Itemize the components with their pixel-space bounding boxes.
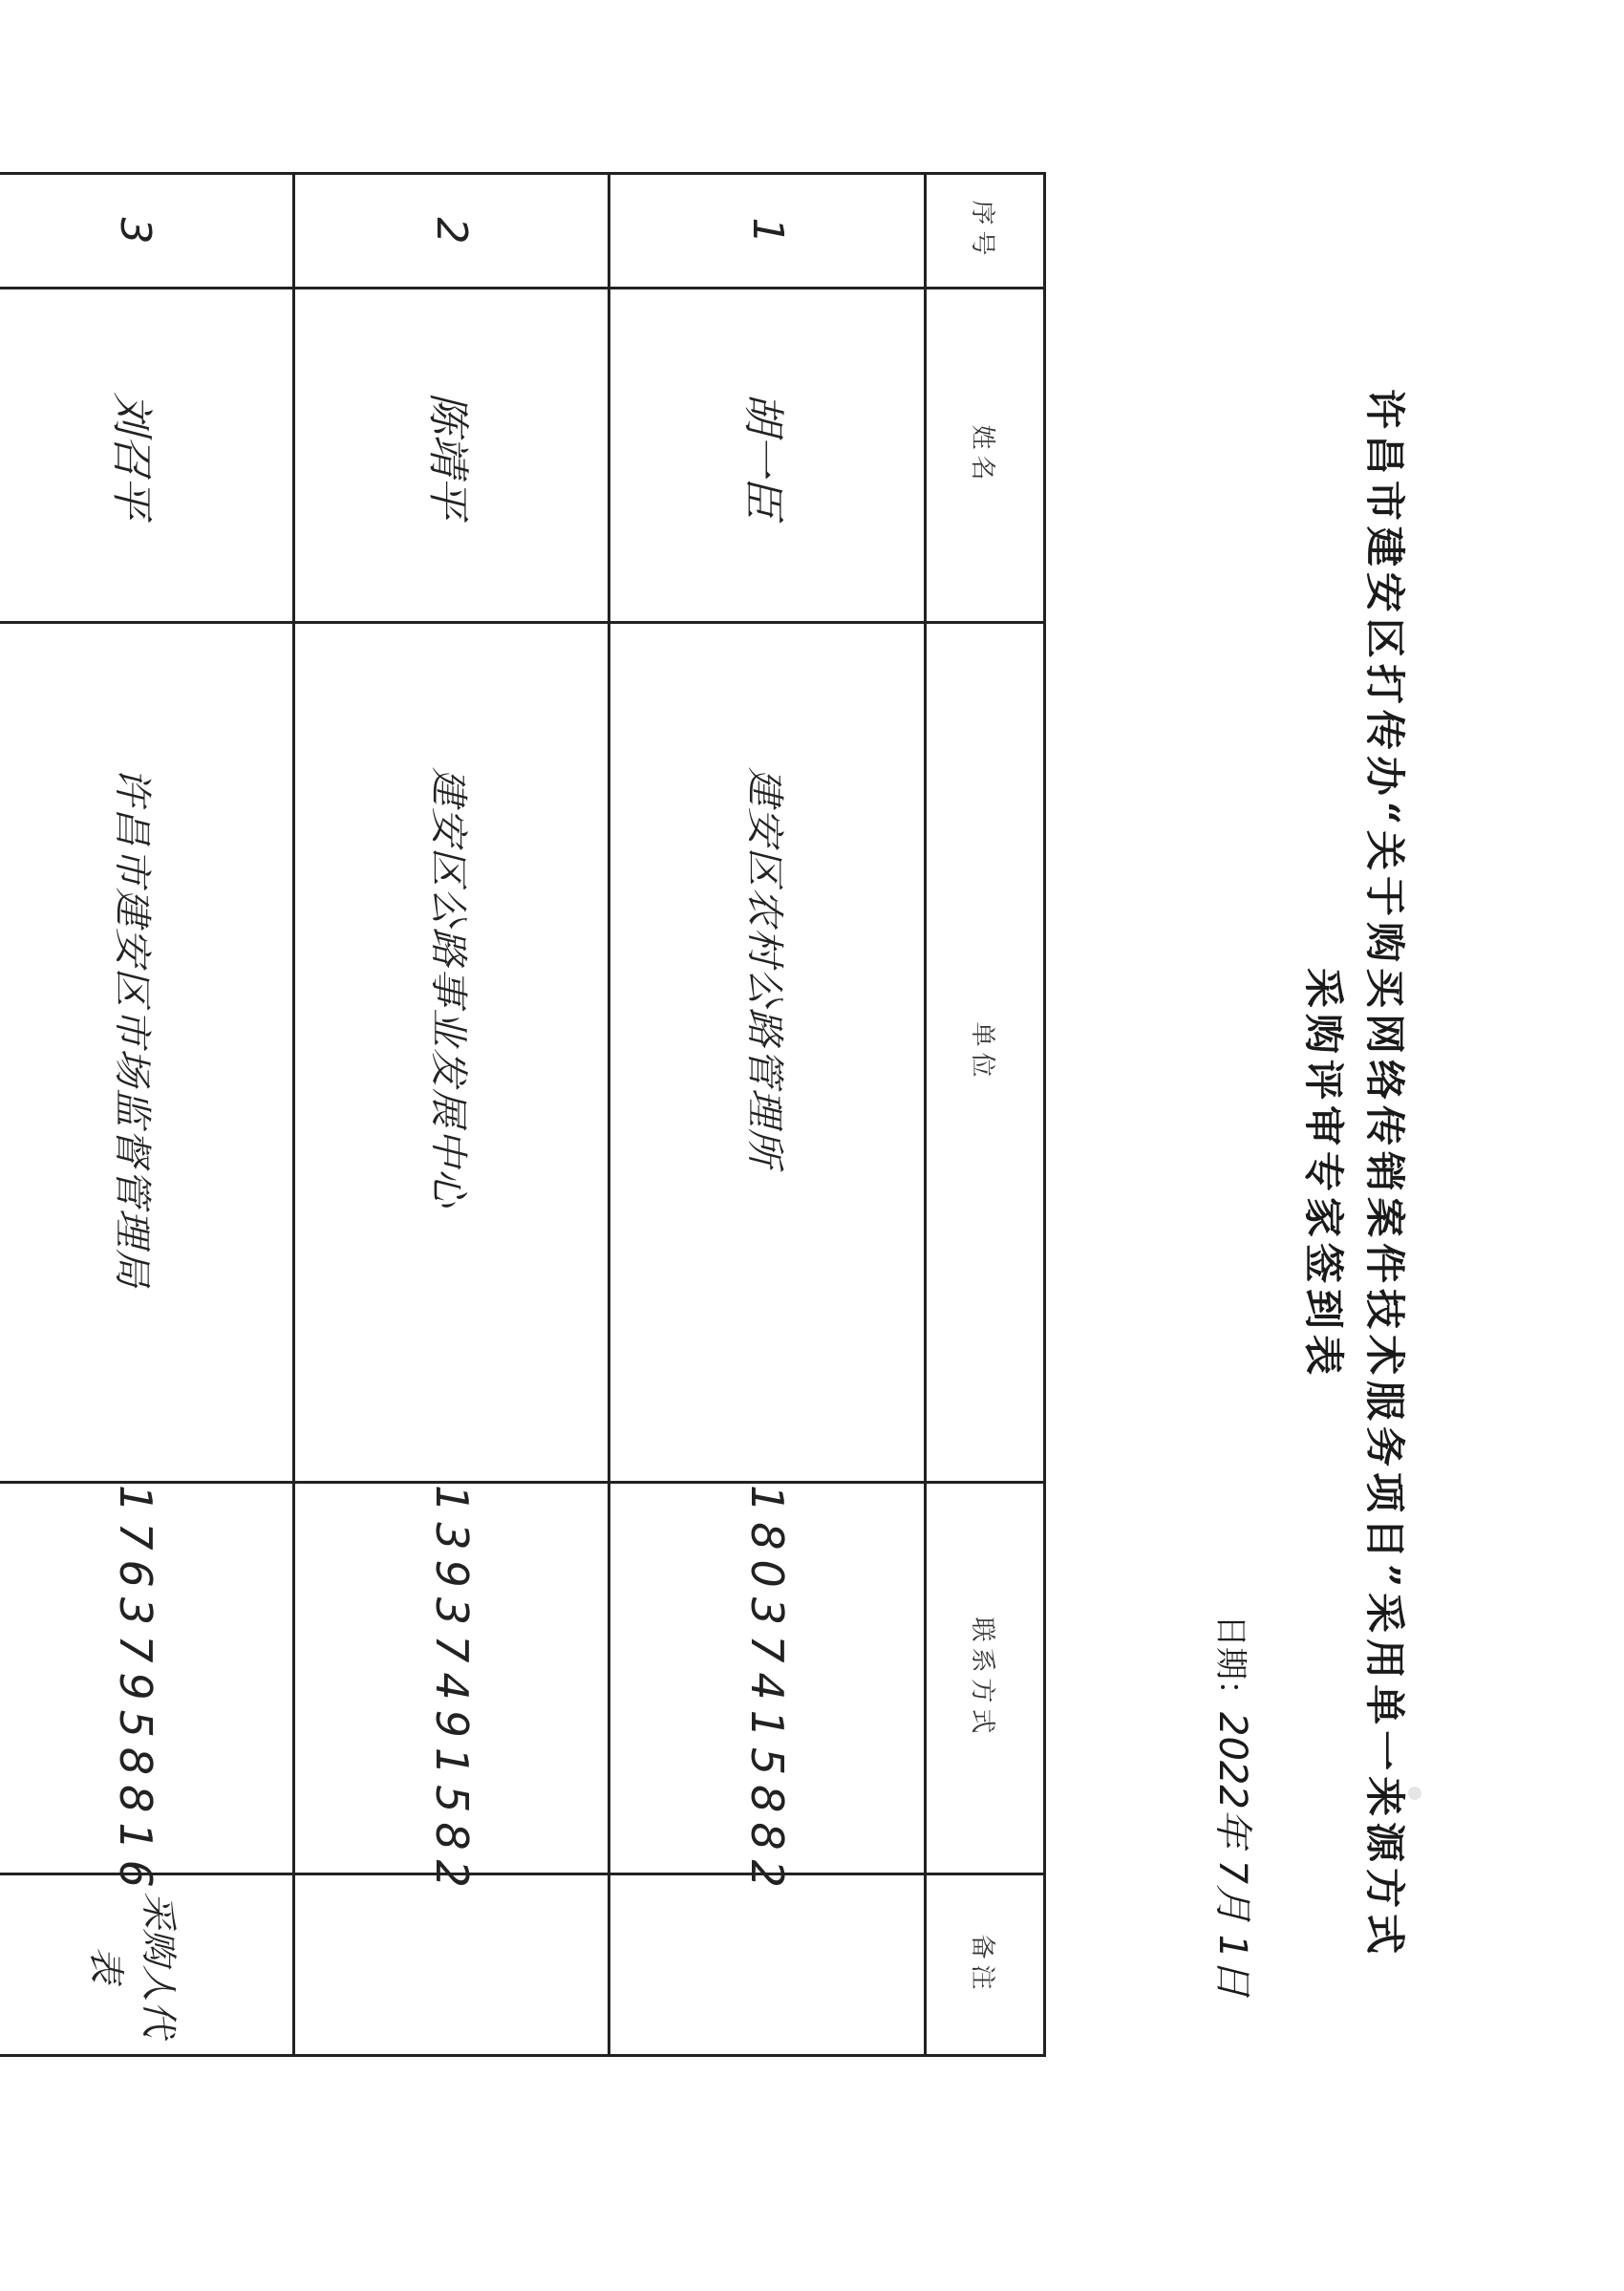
header-note: 备注 [926, 1874, 1045, 2056]
header-org: 单位 [926, 623, 1045, 1483]
table-row [609, 174, 926, 2056]
row-phone: 18037415882 [609, 1483, 926, 1874]
date-label: 日期： [1211, 1615, 1250, 1712]
row-name: 刘召平 [0, 289, 293, 623]
header-no: 序号 [926, 174, 1045, 289]
row-org: 建安区公路事业发展中心 [293, 623, 609, 1483]
row-phone: 13937491582 [293, 1483, 609, 1874]
date-row [1208, 1615, 1263, 1997]
row-note: 采购人代表 [0, 1874, 293, 2056]
table-header-row [926, 174, 1045, 2056]
row-org: 建安区农村公路管理所 [609, 623, 926, 1483]
row-note [609, 1874, 926, 2056]
header-phone: 联系方式 [926, 1483, 1045, 1874]
document-title: 许昌市建安区打传办“关于购买网络传销案件技术服务项目”采用单一来源方式 [1361, 388, 1408, 1960]
row-name: 陈靖平 [293, 289, 609, 623]
row-name: 胡一臣 [609, 289, 926, 623]
date-value: 2022年 7月 1日 [1210, 1712, 1254, 1998]
row-org: 许昌市建安区市场监督管理局 [0, 623, 293, 1483]
scan-speck [1408, 1787, 1421, 1800]
row-no: 3 [0, 174, 293, 289]
row-note [293, 1874, 609, 2056]
table-row [293, 174, 609, 2056]
sign-in-table [0, 172, 1046, 2057]
row-phone: 17637958816 [0, 1483, 293, 1874]
header-name: 姓名 [926, 289, 1045, 623]
document-subtitle: 采购评审专家签到表 [1300, 967, 1347, 1381]
table-row [0, 174, 293, 2056]
row-no: 1 [609, 174, 926, 289]
row-no: 2 [293, 174, 609, 289]
